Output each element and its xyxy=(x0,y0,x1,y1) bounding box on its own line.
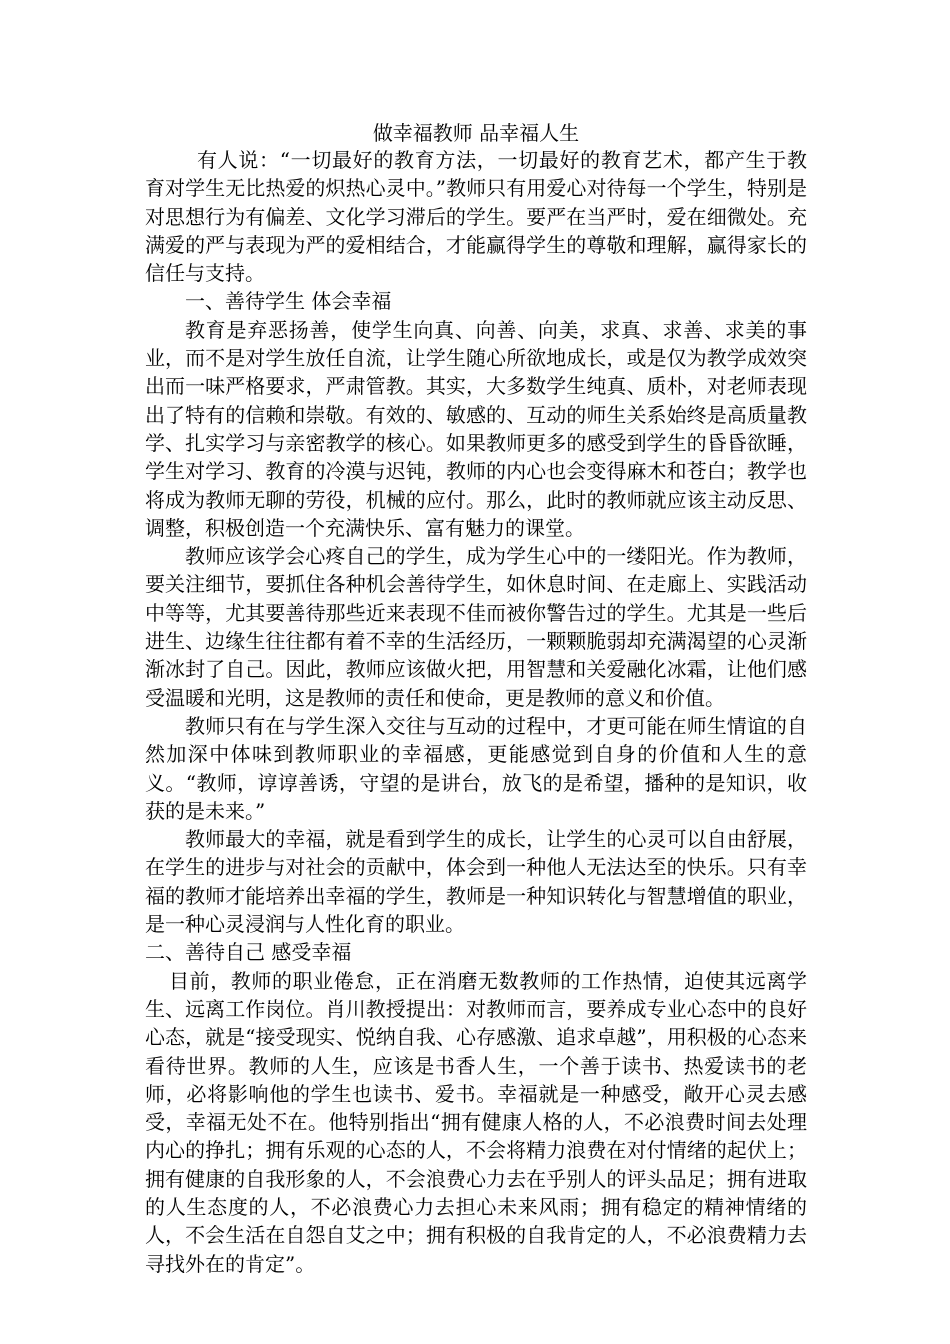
document-page xyxy=(145,120,807,1278)
section-1-heading: 一、善待学生 体会幸福 xyxy=(185,289,392,314)
section-1-paragraph-3: 教师只有在与学生深入交往与互动的过程中，才更可能在师生情谊的自然加深中体味到教师职业的幸福感，更能感觉到自身的价值和人生的意义。“教师，谆谆善诱，守望的是讲台，放飞的是希望，播种的是知识，收获的是未来。” xyxy=(145,713,807,823)
section-1-paragraph-4: 教师最大的幸福，就是看到学生的成长，让学生的心灵可以自由舒展，在学生的进步与对社会的贡献中，体会到一种他人无法达至的快乐。只有幸福的教师才能培养出幸福的学生，教师是一种知识转化与智慧增值的职业，是一种心灵浸润与人性化育的职业。 xyxy=(145,827,807,937)
section-2-paragraph: 目前，教师的职业倦怠，正在消磨无数教师的工作热情，迫使其远离学生、远离工作岗位。肖川教授提出：对教师而言，要养成专业心态中的良好心态，就是“接受现实、悦纳自我、心存感激、追求卓越”，用积极的心态来看待世界。教师的人生，应该是书香人生，一个善于读书、热爱读书的老师，必将影响他的学生也读书、爱书。幸福就是一种感受，敞开心灵去感受，幸福无处不在。他特别指出“拥有健康人格的人，不必浪费时间去处理内心的挣扎；拥有乐观的心态的人，不会将精力浪费在对付情绪的起伏上；拥有健康的自我形象的人，不会浪费心力去在乎别人的评头品足；拥有进取的人生态度的人，不必浪费心力去担心未来风雨；拥有稳定的精神情绪的人，不会生活在自怨自艾之中；拥有积极的自我肯定的人，不必浪费精力去寻找外在的肯定”。 xyxy=(145,968,807,1276)
section-1-paragraph-1: 教育是弃恶扬善，使学生向真、向善、向美，求真、求善、求美的事业，而不是对学生放任自流，让学生随心所欲地成长，或是仅为教学成效突出而一味严格要求，严肃管教。其实，大多数学生纯真、质朴，对老师表现出了特有的信赖和崇敬。有效的、敏感的、互动的师生关系始终是高质量教学、扎实学习与亲密教学的核心。如果教师更多的感受到学生的昏昏欲睡，学生对学习、教育的冷漠与迟钝，教师的内心也会变得麻木和苍白；教学也将成为教师无聊的劳役，机械的应付。那么，此时的教师就应该主动反思、调整，积极创造一个充满快乐、富有魅力的课堂。 xyxy=(145,317,807,540)
section-2-heading: 二、善待自己 感受幸福 xyxy=(145,940,352,965)
document-title: 做幸福教师 品幸福人生 xyxy=(372,121,580,145)
intro-paragraph: 有人说：“一切最好的教育方法，一切最好的教育艺术，都产生于教育对学生无比热爱的炽热心灵中。”教师只有用爱心对待每一个学生，特别是对思想行为有偏差、文化学习滞后的学生。要严在当严时，爱在细微处。充满爱的严与表现为严的爱相结合，才能赢得学生的尊敬和理解，赢得家长的信任与支持。 xyxy=(145,148,807,286)
section-1-paragraph-2: 教师应该学会心疼自己的学生，成为学生心中的一缕阳光。作为教师，要关注细节，要抓住各种机会善待学生，如休息时间、在走廊上、实践活动中等等，尤其要善待那些近来表现不佳而被你警告过的学生。尤其是一些后进生、边缘生往往都有着不幸的生活经历，一颗颗脆弱却充满渴望的心灵渐渐冰封了自己。因此，教师应该做火把，用智慧和关爱融化冰霜，让他们感受温暖和光明，这是教师的责任和使命，更是教师的意义和价值。 xyxy=(145,544,807,710)
